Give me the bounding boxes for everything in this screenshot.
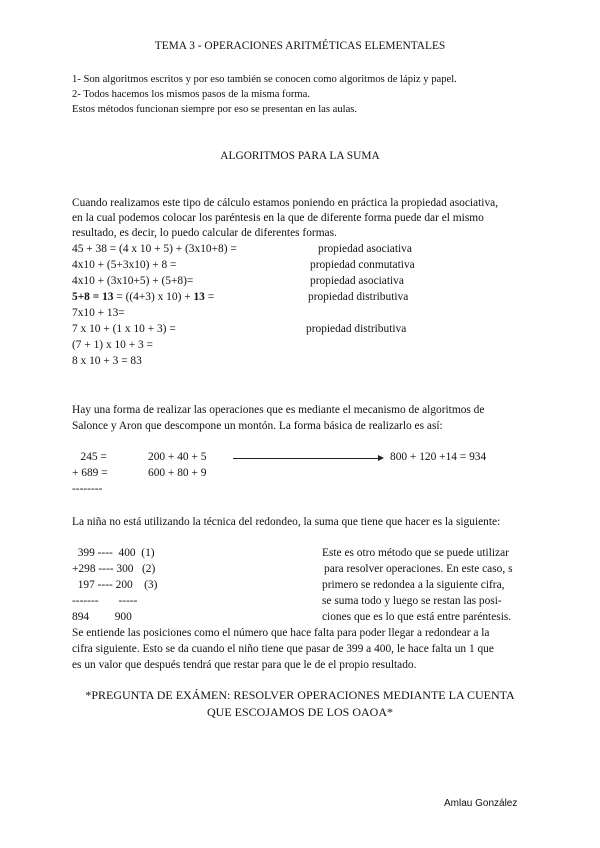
paragraph-line: Se entiende las posiciones como el número que hace falta para poder llegar a redondear a la bbox=[72, 627, 490, 639]
author-signature: Amlau González bbox=[444, 798, 518, 809]
equation-property: propiedad asociativa bbox=[318, 243, 412, 255]
paragraph-line: en la cual podemos colocar los paréntesis en la que de diferente forma puede dar el mismo bbox=[72, 212, 484, 224]
salonce-result: 800 + 120 +14 = 934 bbox=[390, 451, 487, 463]
paragraph-line: resultado, es decir, lo puedo calcular de diferentes formas. bbox=[72, 227, 337, 239]
rounding-row: 894 900 bbox=[72, 611, 132, 623]
equation-bold-part: 5+8 = 13 bbox=[72, 291, 114, 303]
equation-expression: 7 x 10 + (1 x 10 + 3) = bbox=[72, 323, 176, 335]
exam-note: QUE ESCOJAMOS DE LOS OAOA* bbox=[206, 705, 393, 719]
page-title: TEMA 3 - OPERACIONES ARITMÉTICAS ELEMENTALES bbox=[154, 40, 446, 52]
arrow-right-icon bbox=[378, 455, 384, 461]
rounding-explanation: ciones que es lo que está entre paréntesis. bbox=[322, 611, 512, 623]
paragraph-line: Cuando realizamos este tipo de cálculo estamos poniendo en práctica la propiedad asociativa, bbox=[72, 197, 499, 209]
rounding-explanation: Este es otro método que se puede utilizar bbox=[322, 547, 509, 559]
arrow-line bbox=[233, 458, 381, 459]
equation-property: propiedad asociativa bbox=[310, 275, 404, 287]
paragraph-line: Salonce y Aron que descompone un montón. La forma básica de realizarlo es así: bbox=[72, 420, 443, 432]
equation-part: = bbox=[204, 291, 215, 303]
rounding-explanation: para resolver operaciones. En este caso, s bbox=[324, 563, 513, 575]
equation-property: propiedad distributiva bbox=[306, 323, 407, 335]
intro-line: 1- Son algoritmos escritos y por eso también se conocen como algoritmos de lápiz y papel. bbox=[72, 74, 457, 85]
rounding-explanation: primero se redondea a la siguiente cifra, bbox=[322, 579, 505, 591]
section-heading: ALGORITMOS PARA LA SUMA bbox=[220, 150, 380, 162]
exam-note: *PREGUNTA DE EXÁMEN: RESOLVER OPERACIONES MEDIANTE LA CUENTA bbox=[85, 688, 515, 702]
paragraph-line: es un valor que después tendrá que restar para que le de el propio resultado. bbox=[72, 659, 417, 671]
rounding-row: 197 ---- 200 (3) bbox=[72, 579, 158, 591]
equation-bold-part: 13 bbox=[193, 291, 205, 303]
salonce-addend: 245 = bbox=[72, 451, 107, 463]
equation-property: propiedad distributiva bbox=[308, 291, 409, 303]
equation-expression: 4x10 + (5+3x10) + 8 = bbox=[72, 259, 177, 271]
equation-expression bbox=[72, 290, 214, 304]
equation-expression: 4x10 + (3x10+5) + (5+8)= bbox=[72, 275, 194, 287]
salonce-decomposition: 200 + 40 + 5 bbox=[148, 451, 207, 463]
equation-property: propiedad conmutativa bbox=[310, 259, 415, 271]
paragraph-line: Hay una forma de realizar las operaciones que es mediante el mecanismo de algoritmos de bbox=[72, 404, 485, 416]
equation-expression: 8 x 10 + 3 = 83 bbox=[72, 355, 142, 367]
salonce-addend: + 689 = bbox=[72, 467, 108, 479]
rounding-row: +298 ---- 300 (2) bbox=[72, 563, 156, 575]
equation-part: = ((4+3) x 10) + bbox=[113, 291, 194, 303]
salonce-decomposition: 600 + 80 + 9 bbox=[148, 467, 207, 479]
salonce-separator: -------- bbox=[72, 483, 103, 495]
equation-expression: 45 + 38 = (4 x 10 + 5) + (3x10+8) = bbox=[72, 243, 237, 255]
rounding-row: ------- ----- bbox=[72, 595, 138, 607]
intro-line: Estos métodos funcionan siempre por eso se presentan en las aulas. bbox=[72, 104, 358, 115]
rounding-row: 399 ---- 400 (1) bbox=[72, 547, 155, 559]
rounding-explanation: se suma todo y luego se restan las posi- bbox=[322, 595, 502, 607]
paragraph-line: cifra siguiente. Esto se da cuando el niño tiene que pasar de 399 a 400, le hace falta un 1 que bbox=[72, 643, 494, 655]
equation-expression: (7 + 1) x 10 + 3 = bbox=[72, 339, 153, 351]
equation-expression: 7x10 + 13= bbox=[72, 307, 125, 319]
intro-line: 2- Todos hacemos los mismos pasos de la misma forma. bbox=[72, 89, 310, 100]
paragraph-line: La niña no está utilizando la técnica del redondeo, la suma que tiene que hacer es la siguiente: bbox=[72, 516, 501, 528]
